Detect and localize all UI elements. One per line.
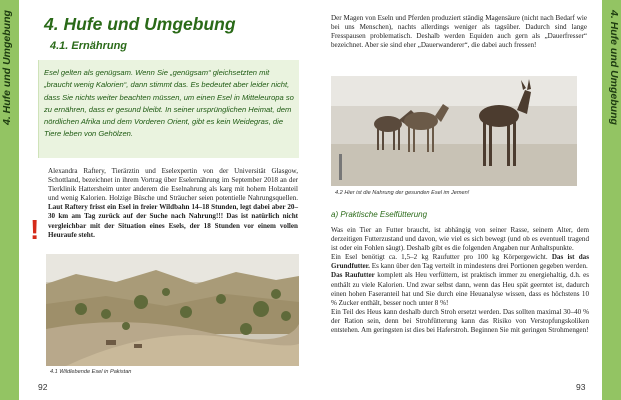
paragraph-3 (331, 271, 589, 307)
page-number-right: 93 (576, 382, 586, 392)
chapter-tab-label: 4. Hufe und Umgebung (1, 10, 13, 125)
callout-text: Esel gelten als genügsam. Wenn Sie „genügsam“ gleichsetzten mit „braucht wenig Kalorien“, dann stimmt das. Es bedeutet aber leider nicht, dass Sie nichts weiter beachten müssen, um einen Esel in Mitteleuropa so zu ernähren, dass er gesund bleibt. In seiner ursprünglichen Heimat, dem nördlichen Afrika und dem Vorderen Orient, gibt es kein Weidegras, die Tiere leben von Gehölzen. (44, 68, 294, 139)
page-number-left: 92 (38, 382, 48, 392)
body-bold: Laut Raftery frisst ein Esel in freier Wildbahn 14–18 Stunden, legt dabei aber 20–30 km am Tag zurück auf der Suche nach Nahrung!!! Das ist natürlich nicht vergleichbar mit der Situation eines Esels, der 18 Stunden vor einem vollen Heuraufe steht. (48, 203, 298, 239)
photo-caption-right: 4.2 Hier ist die Nahrung der gesunden Esel im Jemen! (335, 190, 470, 196)
p2-rest: Es kann über den Tag verteilt in mindestens drei Portionen gegeben werden. (371, 262, 588, 271)
right-body-text (331, 226, 589, 335)
subsection-title: a) Praktische Eselfütterung (331, 210, 428, 219)
chapter-tab-right (602, 0, 621, 400)
paragraph-4: Ein Teil des Heus kann deshalb durch Stroh ersetzt werden. Das sollten maximal 30–40 % der Ration sein, denn bei Strohfütterung kann das Risiko von Verstopfungskoliken entstehen. Am geringsten ist dies bei Haferstroh. Beginnen Sie mit geringen Strohmengen! (331, 307, 589, 335)
p3-bold: Das Raufutter (331, 271, 375, 280)
p2-plain: Ein Esel benötigt ca. 1,5–2 kg Raufutter pro 100 kg Körpergewicht. (331, 253, 548, 262)
p2-bold: Das ist das Grundfutter. (331, 253, 589, 271)
photo-pakistan-donkeys (46, 254, 299, 366)
p3-rest: komplett als Heu verfüttern, ist praktisch immer zu energiehaltig, d.h. es enthält zu viele Kalorien. Und zwar selbst dann, wenn das Heu spät geerntet ist, dadurch einen hohen Faseranteil hat und Sie durch eine Heuanalyse wissen, dass es höchstens 10 % Zucker enthält, besser noch unter 8 %! (331, 271, 589, 307)
right-intro-text: Der Magen von Eseln und Pferden produziert ständig Magensäure (nicht nach Bedarf wie bei uns Menschen), nachts allerdings weniger als tagsüber. Dadurch sind lange Fresspausen problematisch. Deshalb werden Equiden auch gern als „Dauerfresser“ bezeichnet. Aber sie sind eher „Dauerwanderer“, die dabei auch fressen! (331, 14, 587, 50)
chapter-heading: 4. Hufe und Umgebung (44, 14, 236, 34)
chapter-tab-label: 4. Hufe und Umgebung (608, 10, 620, 125)
paragraph-2 (331, 253, 589, 271)
left-body-text (48, 167, 298, 240)
body-plain: Alexandra Raftery, Tierärztin und Eselexpertin von der Universität Glasgow, Schottland, bezeichnet in ihrem Vortrag über Eselernährung im September 2018 an der Tierklinik Hattersheim unter anderem die Eselnahrung als karg mit hohem Holzanteil und wenig Kalorien. Holzige Büsche und Sträucher seien potentielle Nahrungsquellen. (48, 167, 298, 203)
section-heading: 4.1. Ernährung (50, 40, 128, 52)
photo-caption-left: 4.1 Wildlebende Esel in Pakistan (50, 369, 132, 375)
chapter-tab-left (0, 0, 19, 400)
photo-yemen-donkeys (331, 76, 577, 186)
paragraph-1: Was ein Tier an Futter braucht, ist abhängig von seiner Rasse, seinem Alter, dem derzeitigen Futterzustand und davon, wie viel es sich bewegt (und ob es eventuell tragend ist oder ein Fohlen säugt). Deshalb gibt es die folgenden Angaben nur Anhaltspunkte. (331, 226, 589, 253)
warning-exclamation-icon: ! (30, 214, 40, 245)
